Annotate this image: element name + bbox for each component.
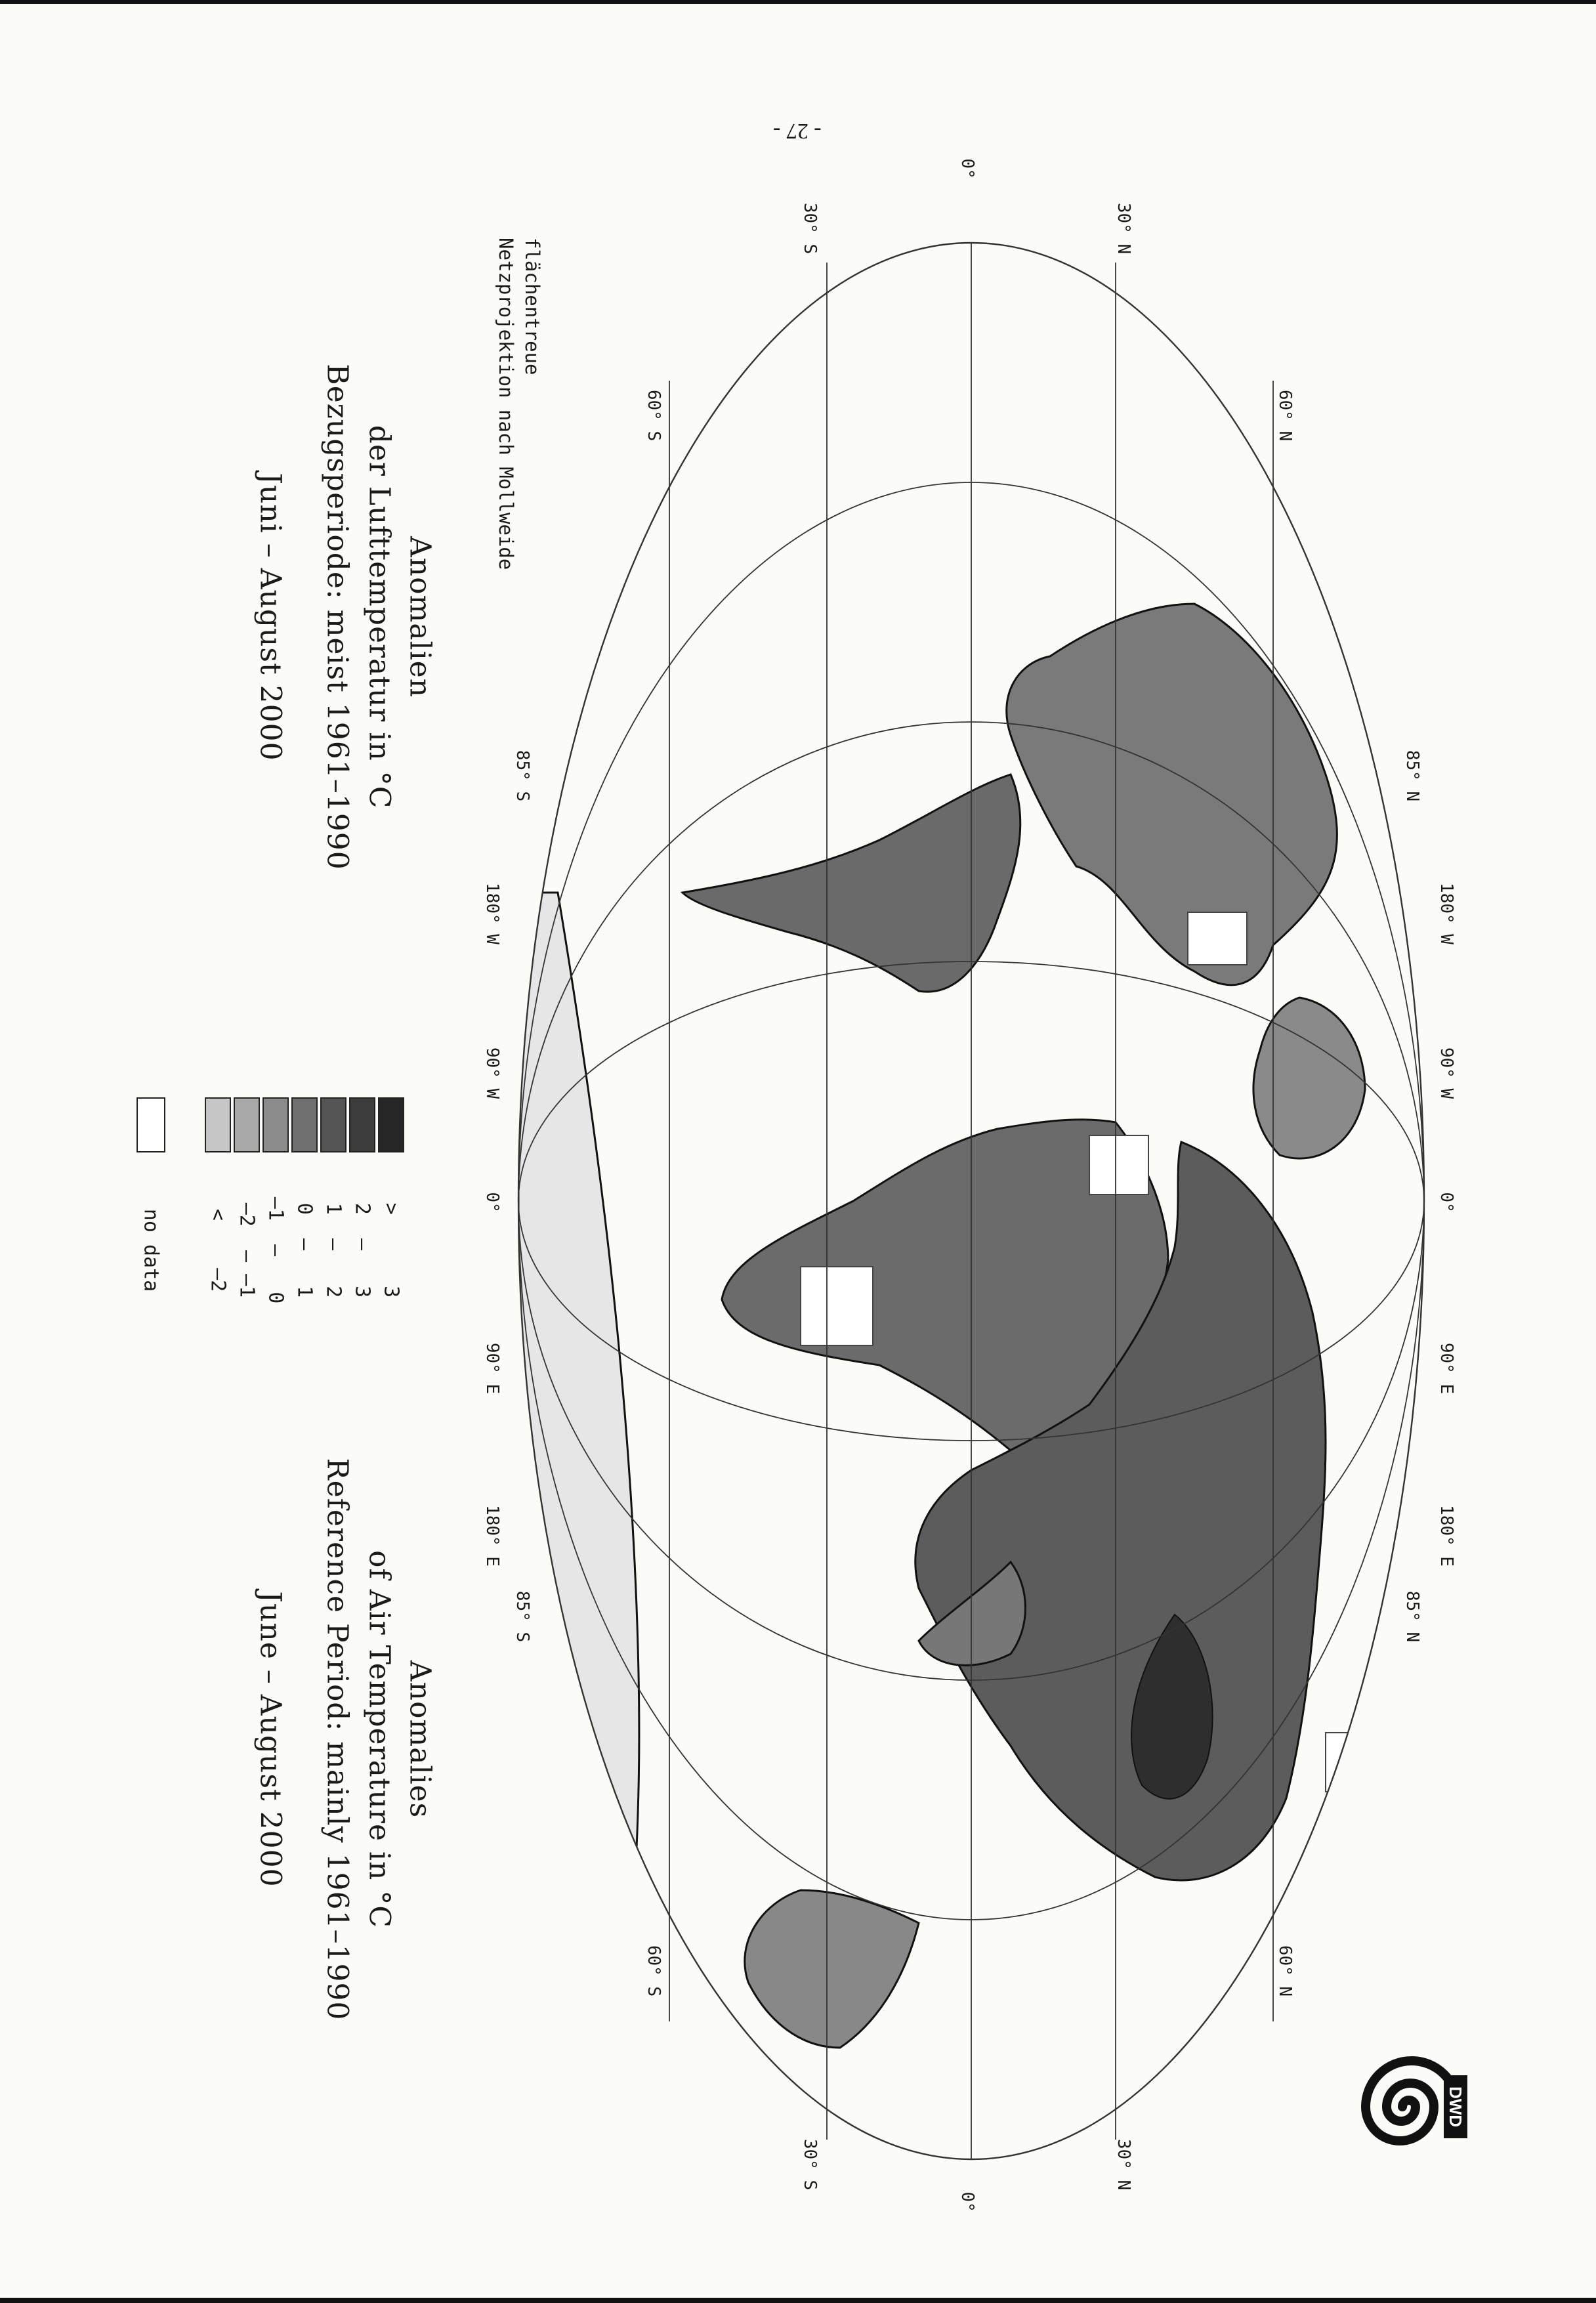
legend-label: 1 – 2: [322, 1202, 345, 1298]
north-america-landmass: [1007, 604, 1337, 985]
lat-label-60n: 60° N: [1275, 389, 1295, 442]
lon-label-90e: 90° E: [1437, 1342, 1456, 1395]
dwd-logo-text: DWD: [1446, 2086, 1465, 2128]
page-border-bottom: [0, 2298, 1596, 2303]
south-america-landmass: [682, 774, 1020, 992]
legend-label: 0 – 1: [293, 1202, 316, 1298]
projection-note-line1: flächentreue: [521, 238, 543, 375]
lon-label-85n-right: 85° N: [1402, 1590, 1422, 1643]
caption-de-reference-period: Bezugsperiode: meist 1961–1990: [320, 364, 354, 870]
caption-de-title: Anomalien: [403, 536, 437, 698]
legend-swatch: [136, 1097, 165, 1152]
legend-swatch: [262, 1097, 289, 1152]
no-data-patch: [1089, 1135, 1148, 1194]
dwd-logo: [1340, 2041, 1478, 2172]
lat-label-equator: 0°: [957, 2191, 977, 2212]
no-data-patch: [801, 1267, 873, 1345]
lat-label-30n: 30° N: [1114, 2138, 1133, 2191]
legend-label: < –2: [206, 1208, 230, 1292]
legend-swatch: [291, 1097, 318, 1152]
page-number: - 27 -: [773, 119, 822, 143]
lat-label-60s: 60° S: [644, 1945, 663, 1997]
no-data-patch: [1188, 912, 1247, 965]
lat-label-60s: 60° S: [644, 389, 663, 442]
legend-swatch: [378, 1097, 404, 1152]
caption-en-reference-period: Reference Period: mainly 1961–1990: [320, 1458, 354, 2021]
page-border-top: [0, 0, 1596, 4]
lon-label-85s-left: 85° S: [513, 750, 532, 802]
caption-en-season: June – August 2000: [253, 1591, 287, 1888]
legend-label: –1 – 0: [264, 1196, 287, 1304]
caption-de-subtitle: der Lufttemperatur in °C: [362, 425, 396, 809]
caption-en-subtitle: of Air Temperature in °C: [362, 1550, 396, 1928]
australia-landmass: [745, 1890, 919, 2048]
lon-label-0: 0°: [482, 1192, 502, 1213]
lon-label-85n-left: 85° N: [1402, 750, 1422, 802]
mollweide-map: [512, 236, 1431, 2166]
graticule: [518, 243, 1424, 2159]
lon-label-180w: 180° W: [482, 883, 502, 944]
lon-label-0: 0°: [1437, 1192, 1456, 1213]
caption-de-season: Juni – August 2000: [253, 473, 287, 761]
lat-label-equator: 0°: [957, 158, 977, 179]
lon-label-180w: 180° W: [1437, 883, 1456, 944]
lat-label-30s: 30° S: [800, 2138, 820, 2191]
legend-swatch: [349, 1097, 375, 1152]
lat-label-30s: 30° S: [800, 202, 820, 255]
lon-label-180e: 180° E: [482, 1505, 502, 1567]
lon-label-90w: 90° W: [1437, 1047, 1456, 1099]
legend-swatch: [320, 1097, 346, 1152]
legend-label: 2 – 3: [350, 1202, 374, 1298]
legend-label: –2 – –1: [235, 1202, 259, 1298]
legend-swatch: [205, 1097, 231, 1152]
projection-note-line2: Netzprojektion nach Mollweide: [495, 238, 517, 570]
legend-label: no data: [139, 1208, 163, 1292]
legend-label: > 3: [379, 1202, 403, 1298]
no-data-patch: [1326, 1733, 1372, 1792]
lon-label-90e: 90° E: [482, 1342, 502, 1395]
lon-label-180e: 180° E: [1437, 1505, 1456, 1567]
lon-label-85s-right: 85° S: [513, 1590, 532, 1643]
continents-layer: [518, 604, 1372, 2048]
lat-label-30n: 30° N: [1114, 202, 1133, 255]
caption-en-title: Anomalies: [403, 1660, 437, 1819]
antarctica-landmass: [518, 893, 639, 2008]
legend-swatch: [234, 1097, 260, 1152]
lat-label-60n: 60° N: [1275, 1945, 1295, 1997]
lon-label-90w: 90° W: [482, 1047, 502, 1099]
